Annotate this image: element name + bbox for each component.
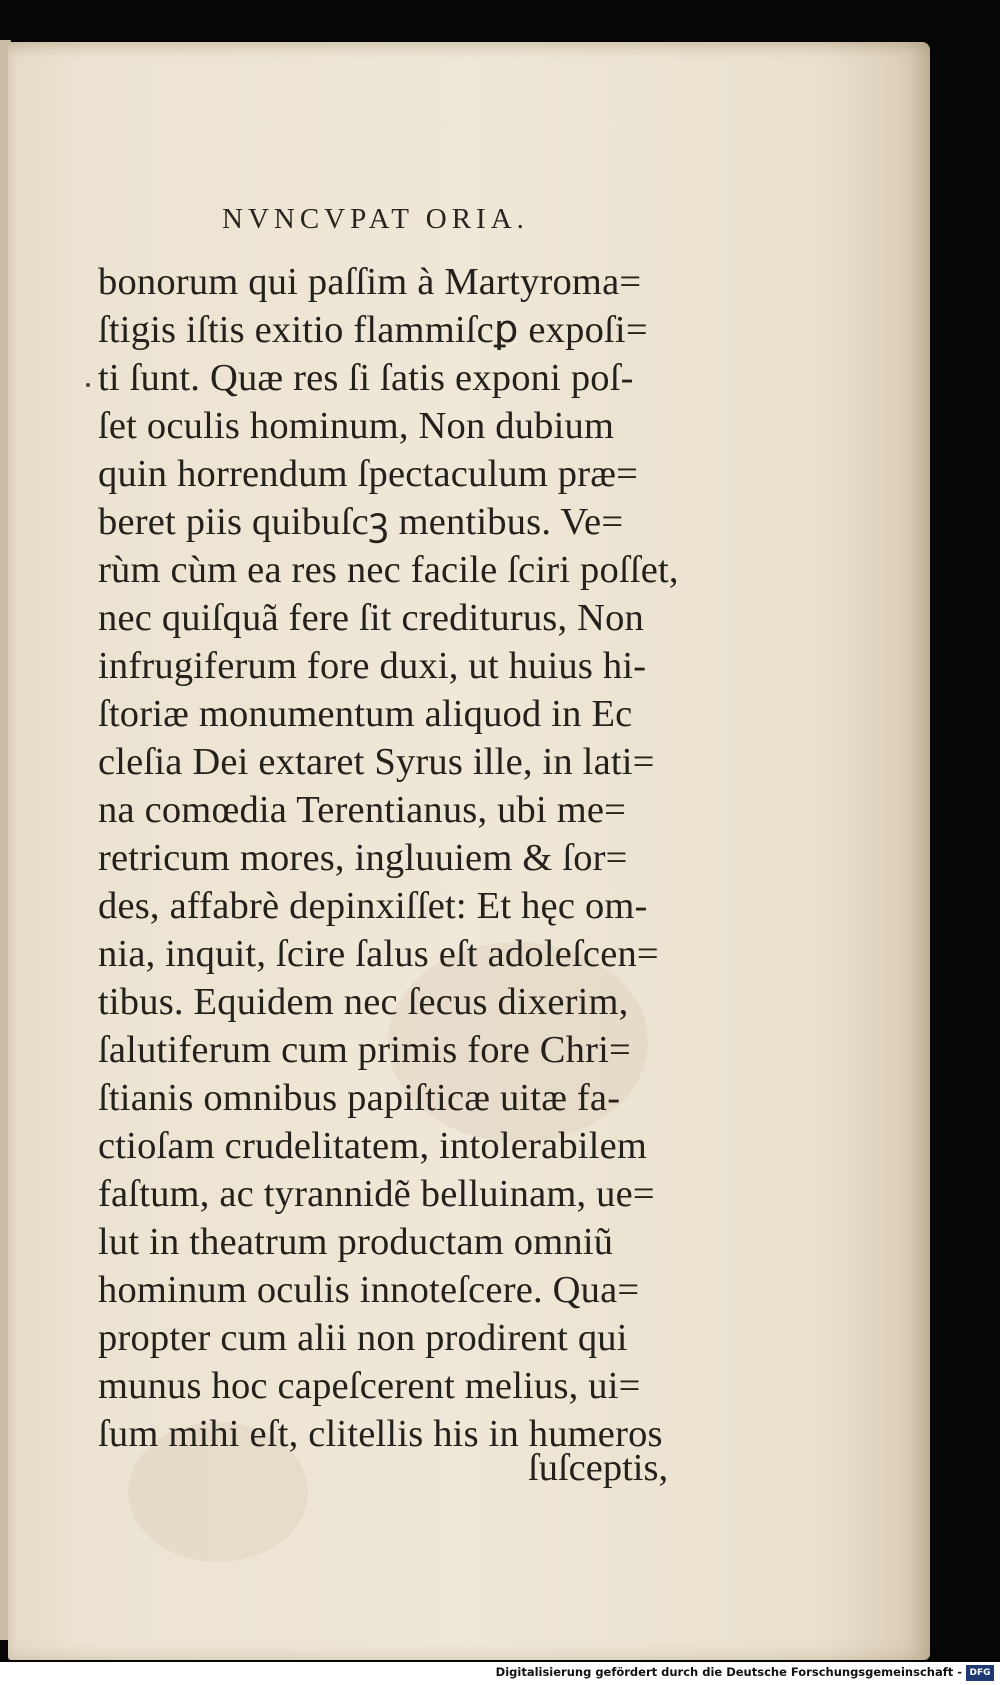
text-line: ctioſam crudelitatem, intolerabilem — [98, 1125, 648, 1167]
running-head: NVNCVPAT ORIA. — [222, 203, 529, 235]
footer-bar — [0, 1662, 1000, 1685]
text-line: munus hoc capeſcerent melius, ui= — [98, 1365, 641, 1407]
text-line: beret piis quibuſcꝫ mentibus. Ve= — [98, 501, 624, 543]
text-line: cleſia Dei extaret Syrus ille, in lati= — [98, 741, 655, 783]
text-line: ſtoriæ monumentum aliquod in Ec — [98, 693, 633, 735]
text-line: ſum mihi eſt, clitellis his in humeros — [98, 1413, 663, 1455]
text-line: ſtianis omnibus papiſticæ uitæ fa- — [98, 1077, 621, 1119]
text-line: des, affabrè depinxiſſet: Et hęc om- — [98, 885, 648, 927]
text-line: ſtigis iſtis exitio flammiſcꝑ expoſi= — [98, 309, 648, 351]
text-line: faſtum, ac tyrannidẽ belluinam, ue= — [98, 1173, 655, 1215]
text-line: quin horrendum ſpectaculum præ= — [98, 453, 639, 495]
text-line: lut in theatrum productam omniũ — [98, 1221, 614, 1263]
text-line: propter cum alii non prodirent qui — [98, 1317, 628, 1359]
text-line: hominum oculis innoteſcere. Qua= — [98, 1269, 640, 1311]
body-text — [98, 258, 748, 1458]
text-line: retricum mores, ingluuiem & ſor= — [98, 837, 628, 879]
text-line: infrugiferum fore duxi, ut huius hi- — [98, 645, 647, 687]
text-line: ti ſunt. Quæ res ſi ſatis exponi poſ- — [98, 357, 634, 399]
margin-mark — [86, 383, 90, 387]
dfg-logo-icon: DFG — [966, 1665, 994, 1681]
text-line: ſalutiferum cum primis fore Chri= — [98, 1029, 631, 1071]
funding-credit: Digitalisierung gefördert durch die Deutsche Forschungsgemeinschaft - — [495, 1665, 962, 1679]
text-line: na comœdia Terentianus, ubi me= — [98, 789, 627, 831]
text-line: ſet oculis hominum, Non dubium — [98, 405, 615, 447]
text-line: bonorum qui paſſim à Martyroma= — [98, 261, 642, 303]
text-line: rùm cùm ea res nec facile ſciri poſſet, — [98, 549, 679, 591]
catchword: ſuſceptis, — [528, 1447, 669, 1489]
text-line: nia, inquit, ſcire ſalus eſt adoleſcen= — [98, 933, 659, 975]
text-line: tibus. Equidem nec ſecus dixerim, — [98, 981, 629, 1023]
text-line: nec quiſquã fere ſit crediturus, Non — [98, 597, 645, 639]
